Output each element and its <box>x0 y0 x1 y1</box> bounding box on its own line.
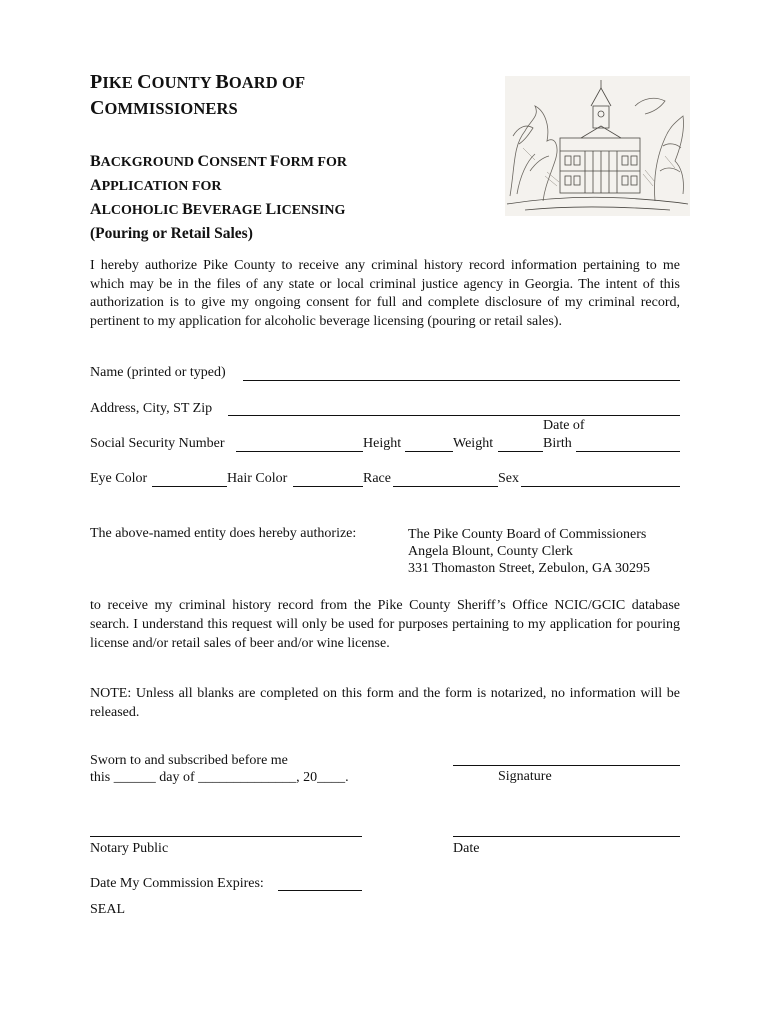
form-title-line1: BACKGROUND CONSENT FORM FOR <box>90 153 347 170</box>
dob-label-bottom: Birth <box>543 436 572 451</box>
sworn-line1: Sworn to and subscribed before me <box>90 753 288 768</box>
authorize-label: The above-named entity does hereby authorize: <box>90 526 357 541</box>
address-input-line[interactable] <box>228 415 680 416</box>
race-input-line[interactable] <box>393 486 498 487</box>
date-label: Date <box>453 841 480 856</box>
hair-color-input-line[interactable] <box>293 486 363 487</box>
height-label: Height <box>363 436 402 451</box>
eye-color-label: Eye Color <box>90 471 148 486</box>
intro-paragraph: I hereby authorize Pike County to receive any criminal history record information pertaining to me which may be in the files of any state or local criminal justice agency in Georgia. The intent of this authorization is to give my ongoing consent for full and complete disclosure of my criminal record, pertinent to my application for alcoholic beverage licensing (pouring or retail sales). <box>90 258 680 329</box>
org-title <box>90 71 305 120</box>
seal-label: SEAL <box>90 902 125 917</box>
signature-line[interactable] <box>453 765 680 766</box>
form-title-line3: ALCOHOLIC BEVERAGE LICENSING <box>90 201 346 218</box>
release-paragraph: to receive my criminal history record from the Pike County Sheriff’s Office NCIC/GCIC database search. I understand this request will only be used for purposes pertaining to my application for pouring license and/or retail sales of beer and/or wine license. <box>90 598 680 651</box>
sex-label: Sex <box>498 471 519 486</box>
sworn-line2[interactable]: this ______ day of ______________, 20____. <box>90 770 349 785</box>
dob-label-top: Date of <box>543 418 585 433</box>
note-paragraph: NOTE: Unless all blanks are completed on this form and the form is notarized, no information will be released. <box>90 686 680 720</box>
commission-label: Date My Commission Expires: <box>90 876 264 891</box>
commission-input-line[interactable] <box>278 890 362 891</box>
authorized-address: 331 Thomaston Street, Zebulon, GA 30295 <box>408 561 650 576</box>
dob-input-line[interactable] <box>576 451 680 452</box>
form-title <box>90 150 347 245</box>
height-input-line[interactable] <box>405 451 453 452</box>
signature-label: Signature <box>498 769 552 784</box>
notary-line[interactable] <box>90 836 362 837</box>
org-title-line2: COMMISSIONERS <box>90 97 238 119</box>
form-title-line4: (Pouring or Retail Sales) <box>90 225 253 242</box>
race-label: Race <box>363 471 391 486</box>
name-label: Name (printed or typed) <box>90 365 226 380</box>
address-label: Address, City, ST Zip <box>90 401 213 416</box>
ssn-label: Social Security Number <box>90 436 225 451</box>
authorized-org: The Pike County Board of Commissioners <box>408 527 647 542</box>
ssn-input-line[interactable] <box>236 451 363 452</box>
weight-label: Weight <box>453 436 494 451</box>
sex-input-line[interactable] <box>521 486 680 487</box>
authorized-clerk: Angela Blount, County Clerk <box>408 544 573 559</box>
notary-label: Notary Public <box>90 841 169 856</box>
name-input-line[interactable] <box>243 380 680 381</box>
weight-input-line[interactable] <box>498 451 543 452</box>
org-title-line1: PIKE COUNTY BOARD OF <box>90 71 306 93</box>
eye-color-input-line[interactable] <box>152 486 227 487</box>
date-line[interactable] <box>453 836 680 837</box>
courthouse-sketch-image <box>505 76 690 216</box>
hair-color-label: Hair Color <box>227 471 288 486</box>
form-title-line2: APPLICATION FOR <box>90 177 222 194</box>
